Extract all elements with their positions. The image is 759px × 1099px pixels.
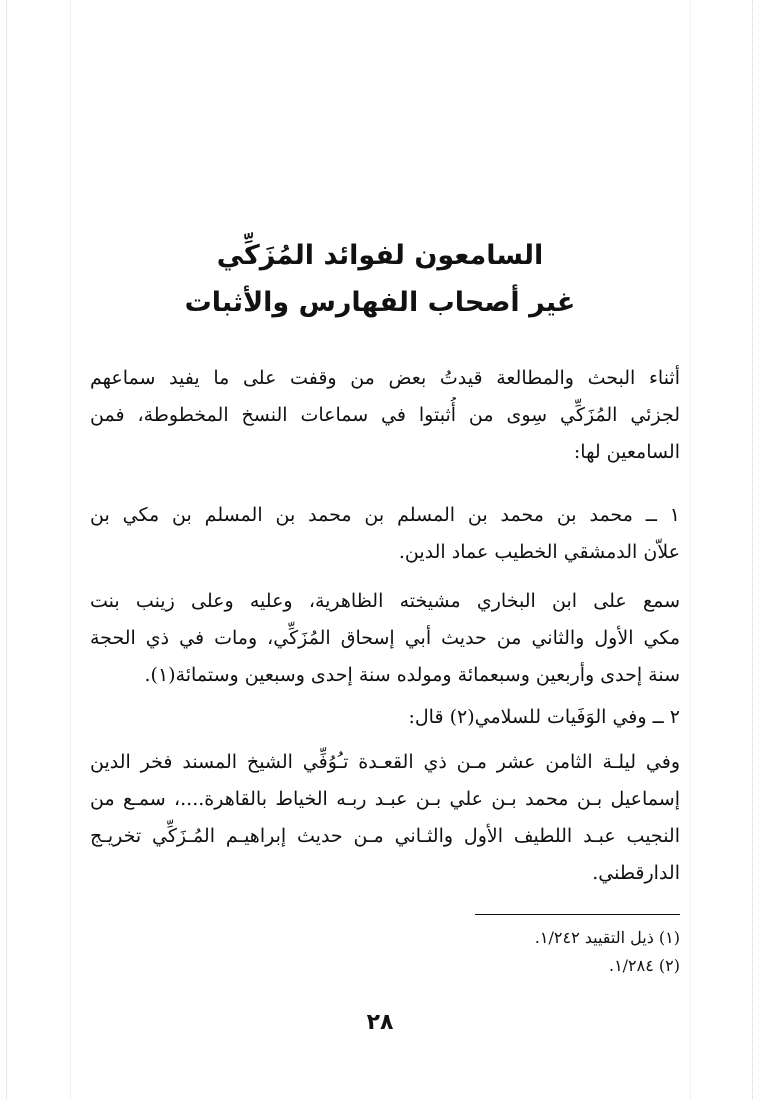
text-line: السامعين لها: [573,441,680,463]
scan-edge-left-inner [70,0,71,1099]
text-line: لجزئي المُزَكِّي سِوى من أُثبتوا في سماعات النسخ المخطوطة، فمن [90,404,680,426]
section-title-line-1: السامعون لفوائد المُزَكِّي [216,240,544,271]
paragraph-entry-2-quote [90,744,680,892]
text-line: مكي الأول والثاني من حديث أبي إسحاق المُزَكِّي، ومات في ذي الحجة [90,627,680,649]
page-number: ٢٨ [366,1010,394,1035]
text-line: وفي ليلـة الثامن عشر مـن ذي القعـدة تـُوُفِّي الشيخ المسند فخر الدين [90,751,680,773]
footnote-1: (١) ذيل التقييد ١/٢٤٢. [534,928,680,947]
text-line: سنة إحدى وأربعين وسبعمائة ومولده سنة إحدى وسبعين وستمائة(١). [144,664,680,686]
text-line: الدارقطني. [592,862,680,884]
text-line: علاّن الدمشقي الخطيب عماد الدين. [398,541,680,563]
paragraph-intro [90,360,680,471]
paragraph-entry-2 [90,699,680,736]
scan-edge-left [6,0,7,1099]
footnotes [300,924,680,980]
section-title-line-2: غير أصحاب الفهارس والأثبات [184,287,576,318]
paragraph-entry-1-detail [90,583,680,694]
text-line: ٢ ــ وفي الوَفَيات للسلامي(٢) قال: [408,706,680,728]
text-line: النجيب عبـد اللطيف الأول والثـاني مـن حديث إبراهيـم المُـزَكِّي تخريـج [90,825,680,847]
scan-edge-right [752,0,753,1099]
text-line: إسماعيل بـن محمد بـن علي بـن عبـد ربـه الخياط بالقاهرة....، سمـع من [90,788,680,810]
footnote-2: (٢) ١/٢٨٤. [608,956,680,975]
footnote-divider [475,914,680,915]
paragraph-entry-1 [90,497,680,571]
scan-edge-right-inner [690,0,691,1099]
text-line: ١ ــ محمد بن محمد بن المسلم بن محمد بن المسلم بن مكي بن [90,504,680,526]
text-line: أثناء البحث والمطالعة قيدتُ بعض من وقفت على ما يفيد سماعهم [90,367,680,389]
text-line: سمع على ابن البخاري مشيخته الظاهرية، وعليه وعلى زينب بنت [90,590,680,612]
